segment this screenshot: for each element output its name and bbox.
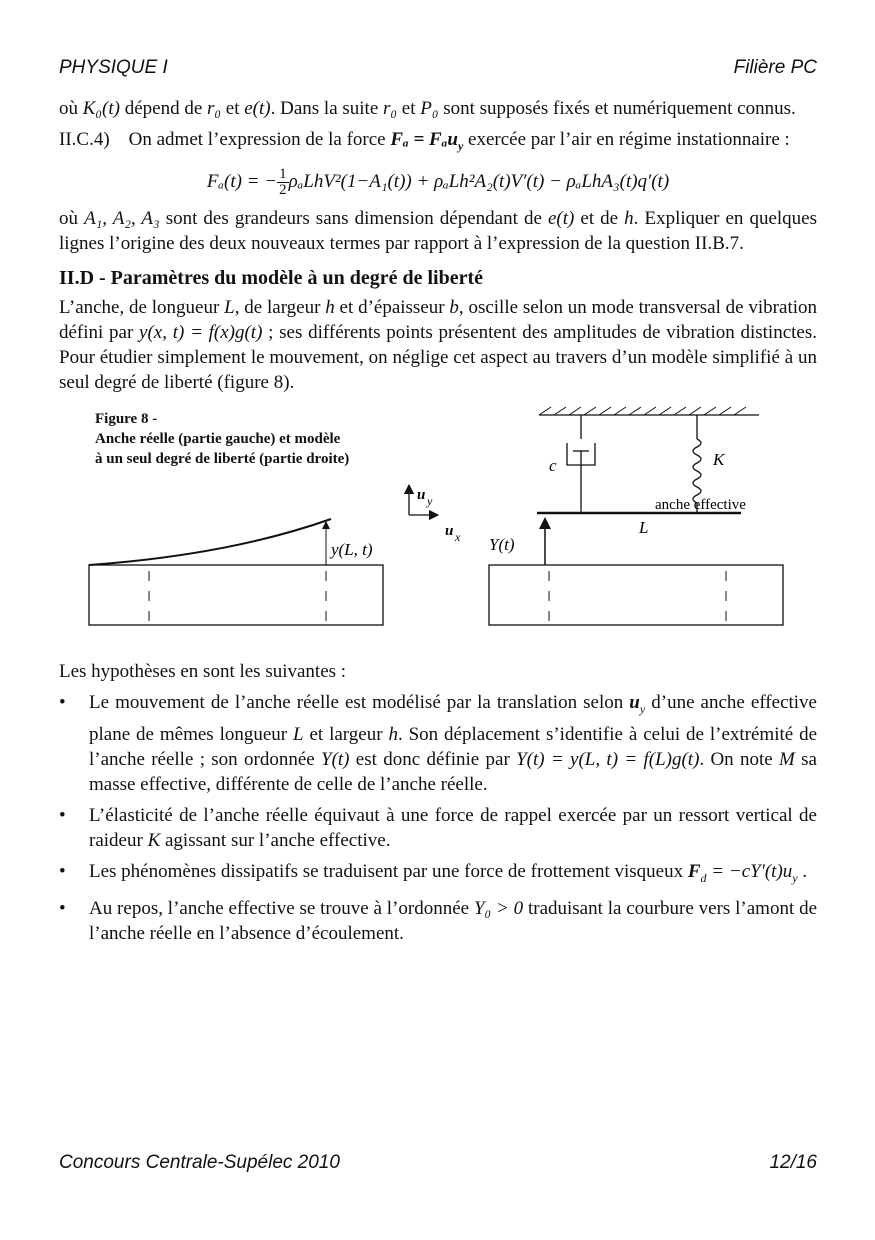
header-left: PHYSIQUE I	[59, 57, 168, 78]
label-ux: u	[445, 522, 454, 539]
footer-right: 12/16	[769, 1152, 817, 1173]
paragraph-force: II.C.4) On admet l’expression de la force Fₐ = Fₐu$_y$ exercée par l’air en régime instationnaire :	[59, 129, 790, 153]
list-item: • Les phénomènes dissipatifs se traduisent par une force de frottement visqueux $F_d = -cY'(t)u_y$ .	[59, 860, 808, 885]
label-c: c	[549, 455, 557, 475]
bullet-icon: •	[59, 860, 66, 882]
label-yLt: y(L, t)	[331, 539, 373, 559]
label-anche-effective: anche effective	[655, 496, 746, 513]
force-formula: Fₐ(t) = − $\frac{1}{2}$ ρₐLhV²(1−A₁(t)) + ρₐLh²A₂(t)V′(t) − ρₐLhA₃(t)q′(t)	[206, 165, 670, 198]
paragraph-k0: où K₀(t) dépend de r₀ et e(t). Dans la suite r₀ et P₀ sont supposés fixés et numériquement connus.	[59, 98, 796, 119]
paragraph-coefficients: où A₁, A₂, A₃ sont des grandeurs sans dimension dépendant de e(t) et de h. Expliquer en quelques lignes l’origine des deux nouveaux termes par rapport à l’expression de la question II.B.7.	[59, 207, 818, 254]
list-item: • Le mouvement de l’anche réelle est modélisé par la translation selon $u_y$ d’une anche effective plane de mêmes longueur L et largeur h. Son déplacement s’identifie à celui de l’extrémité de l’anche réelle ; son ordonnée Y(t) est donc définie par Y(t) = y(L, t) = f(L)g(t). On note M sa masse effective, différente de celle de l’anche réelle.	[59, 691, 818, 795]
hypotheses-intro: Les hypothèses en sont les suivantes :	[59, 660, 347, 682]
list-item: • Au repos, l’anche effective se trouve à l’ordonnée Y₀ > 0 traduisant la courbure vers l’amont de l’anche réelle en l’absence d’écoulement.	[59, 898, 817, 945]
section-title: II.D - Paramètres du modèle à un degré de liberté	[59, 266, 484, 289]
label-uy: u	[417, 486, 426, 503]
label-K: K	[713, 449, 725, 469]
page-body	[59, 96, 817, 952]
label-uy-sub: y	[427, 493, 433, 508]
bullet-icon: •	[59, 898, 66, 920]
real-reed-curve	[89, 519, 331, 565]
label-L: L	[639, 517, 649, 537]
bullet-icon: •	[59, 691, 66, 713]
figure-8	[59, 405, 817, 645]
left-reed-block	[89, 565, 383, 625]
footer-left: Concours Centrale-Supélec 2010	[59, 1152, 340, 1173]
list-item: • L’élasticité de l’anche réelle équivaut à une force de rappel exercée par un ressort vertical de raideur K agissant sur l’anche effective.	[59, 804, 817, 851]
header-right: Filière PC	[733, 57, 817, 78]
hypotheses-list	[59, 690, 817, 947]
paragraph-reed: L’anche, de longueur L, de largeur h et d’épaisseur b, oscille selon un mode transversal de vibration défini par y(x, t) = f(x)g(t) ; ses différents points présentent des amplitudes de vibration distinctes. Pour étudier simplement le mouvement, on néglige cet aspect au travers d’un modèle simplifié à un seul degré de liberté (figure 8).	[59, 296, 817, 393]
ceiling-hatch	[539, 407, 746, 415]
right-reed-block	[489, 565, 783, 625]
label-ux-sub: x	[455, 529, 461, 544]
figure-caption: Figure 8 - Anche réelle (partie gauche) et modèle à un seul degré de liberté (partie droite)	[95, 410, 350, 467]
label-Yt: Y(t)	[489, 534, 515, 554]
damper	[567, 415, 595, 513]
bullet-icon: •	[59, 804, 66, 826]
